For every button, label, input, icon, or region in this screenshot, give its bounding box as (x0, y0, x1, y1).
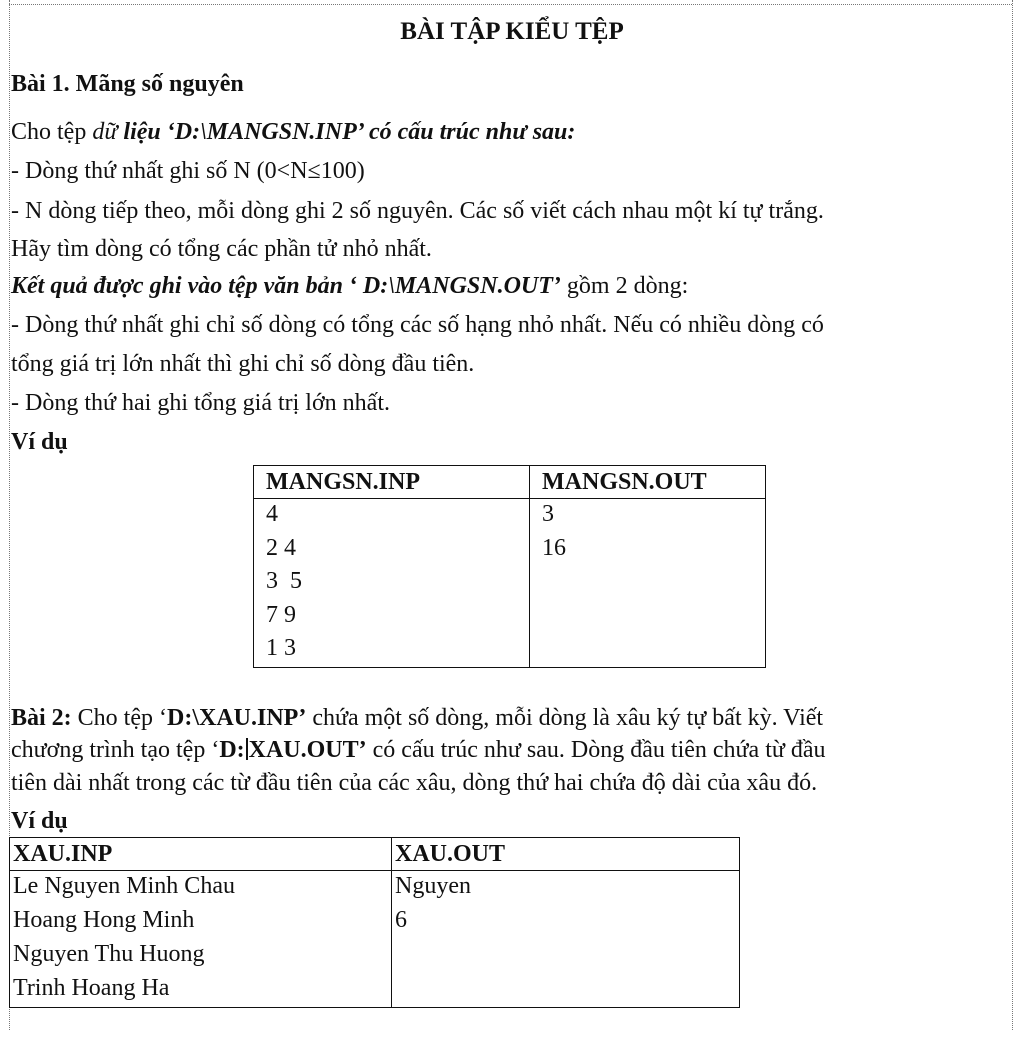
bai2-label: Bài 2: (11, 705, 72, 731)
bai1-intro-bold-italic: liệu ‘D:\MANGSN.INP’ có cấu trúc như sau: (123, 119, 576, 145)
cell-line: 7 9 (266, 601, 296, 628)
cell-line: 3 5 (266, 568, 302, 594)
bai1-example-table (253, 465, 766, 668)
cell-line: Nguyen (395, 873, 471, 899)
bai2-text-a: Cho tệp ‘ (71, 705, 167, 731)
bai1-line1[interactable]: - Dòng thứ nhất ghi số N (0<N≤100) (11, 158, 365, 184)
page-boundary-top (9, 4, 1012, 5)
bai2-line3[interactable]: tiên dài nhất trong các từ đầu tiên của các xâu, dòng thứ hai chứa độ dài của xâu đó. (11, 770, 818, 796)
bai2-line2-b: có cấu trúc như sau. Dòng đầu tiên chứa từ đầu (366, 737, 826, 763)
table-header-row (10, 838, 740, 871)
cell-line: 4 (266, 501, 278, 527)
table-header-cell[interactable]: XAU.OUT (392, 838, 740, 871)
bai2-file-out-b: XAU.OUT’ (248, 737, 367, 763)
table-cell-output[interactable] (392, 871, 740, 1008)
bai1-line6[interactable]: - Dòng thứ hai ghi tổng giá trị lớn nhất. (11, 390, 390, 416)
table-cell-input[interactable] (10, 871, 392, 1008)
cell-line: 16 (542, 534, 566, 561)
bai2-file-in: D:\XAU.INP’ (167, 705, 307, 731)
bai2-file-out-a: D: (219, 737, 245, 763)
bai2-text-b: chứa một số dòng, mỗi dòng là xâu ký tự bất kỳ. Viết (306, 705, 824, 731)
cell-line: 6 (395, 907, 407, 933)
document-title[interactable]: BÀI TẬP KIỂU TỆP (400, 18, 624, 45)
bai1-heading[interactable]: Bài 1. Mãng số nguyên (11, 71, 244, 97)
table-cell-input[interactable] (254, 499, 530, 668)
page-boundary-right (1012, 0, 1013, 1030)
bai2-line2[interactable] (11, 738, 826, 762)
bai1-intro-italic: dữ (92, 119, 124, 145)
cell-line: Trinh Hoang Ha (13, 975, 170, 1001)
bai1-line3[interactable]: Hãy tìm dòng có tổng các phần tử nhỏ nhất. (11, 236, 432, 262)
table-header-cell[interactable]: MANGSN.OUT (530, 466, 766, 499)
table-header-cell[interactable]: XAU.INP (10, 838, 392, 871)
bai2-example-label[interactable]: Ví dụ (11, 808, 68, 834)
bai1-result[interactable] (11, 274, 688, 298)
bai1-line4[interactable]: - Dòng thứ nhất ghi chỉ số dòng có tổng các số hạng nhỏ nhất. Nếu có nhiều dòng có (11, 312, 824, 338)
bai1-result-file: Kết quả được ghi vào tệp văn bản ‘ D:\MANGSN.OUT’ (11, 273, 561, 299)
cell-line: 3 (542, 501, 554, 527)
table-header-row (254, 466, 766, 499)
cell-line: 2 4 (266, 534, 296, 561)
bai1-line5[interactable]: tổng giá trị lớn nhất thì ghi chỉ số dòng đầu tiên. (11, 351, 475, 377)
bai1-example-label[interactable]: Ví dụ (11, 429, 68, 455)
bai1-intro-plain: Cho tệp (11, 119, 93, 145)
table-row (254, 499, 766, 668)
cell-line: Le Nguyen Minh Chau (13, 873, 235, 899)
bai2-line2-a: chương trình tạo tệp ‘ (11, 737, 220, 763)
bai1-intro[interactable] (11, 120, 575, 144)
table-cell-output[interactable] (530, 499, 766, 668)
cell-line: 1 3 (266, 635, 296, 661)
bai1-line2[interactable]: - N dòng tiếp theo, mỗi dòng ghi 2 số nguyên. Các số viết cách nhau một kí tự trắng. (11, 198, 824, 224)
cell-line: Nguyen Thu Huong (13, 941, 205, 967)
cell-line: Hoang Hong Minh (13, 907, 195, 933)
bai2-line1[interactable] (11, 706, 823, 730)
table-row (10, 871, 740, 1008)
bai2-example-table (9, 837, 740, 1008)
bai1-result-plain: gồm 2 dòng: (560, 273, 689, 299)
text-cursor (246, 738, 248, 760)
table-header-cell[interactable]: MANGSN.INP (254, 466, 530, 499)
